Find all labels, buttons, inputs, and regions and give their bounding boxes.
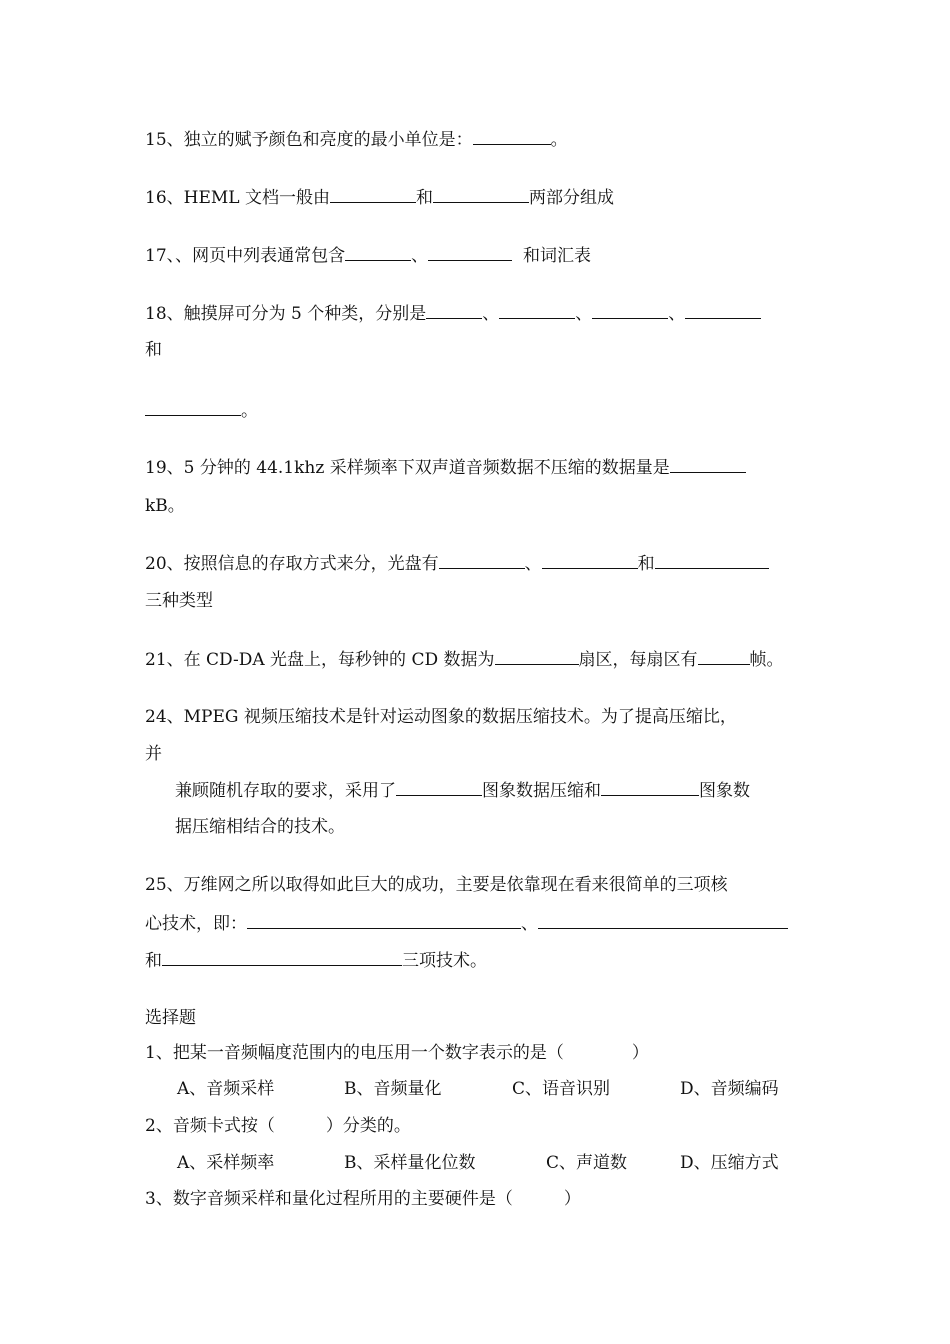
question-16 xyxy=(145,185,614,210)
option-a[interactable]: A、采样频率 xyxy=(177,1153,275,1173)
answer-blank[interactable] xyxy=(685,301,761,319)
unit-text: kB。 xyxy=(145,496,185,516)
option-c[interactable]: C、声道数 xyxy=(546,1153,628,1173)
question-18-cont xyxy=(145,338,162,362)
choice-question-3 xyxy=(145,1187,581,1211)
question-20 xyxy=(145,551,769,576)
option-b[interactable]: B、采样量化位数 xyxy=(344,1153,476,1173)
question-text: 21、在 CD-DA 光盘上，每秒钟的 CD 数据为 xyxy=(145,650,495,670)
connector-text: 和 xyxy=(145,951,162,971)
question-text: 心技术，即： xyxy=(145,914,247,934)
punctuation: 。 xyxy=(550,130,568,150)
question-text: 25、万维网之所以取得如此巨大的成功，主要是依靠现在看来很简单的三项核 xyxy=(145,875,728,895)
separator: 、 xyxy=(524,554,542,574)
choice-question-2 xyxy=(145,1114,411,1138)
answer-blank[interactable] xyxy=(345,243,411,261)
answer-blank[interactable] xyxy=(698,647,750,665)
question-24-cont2 xyxy=(175,778,750,803)
answer-blank[interactable] xyxy=(473,127,551,145)
answer-blank[interactable] xyxy=(247,911,521,929)
question-text-end: 据压缩相结合的技术。 xyxy=(175,817,345,837)
question-25-cont2 xyxy=(145,948,487,973)
question-text: 20、按照信息的存取方式来分，光盘有 xyxy=(145,554,439,574)
answer-blank[interactable] xyxy=(655,551,769,569)
question-text: 24、MPEG 视频压缩技术是针对运动图象的数据压缩技术。为了提高压缩比， xyxy=(145,707,737,727)
question-text: 并 xyxy=(145,744,162,764)
answer-blank[interactable] xyxy=(428,243,512,261)
question-text-end: 和词汇表 xyxy=(522,246,591,266)
answer-blank[interactable] xyxy=(426,301,482,319)
answer-blank[interactable] xyxy=(396,778,482,796)
answer-blank[interactable] xyxy=(439,551,525,569)
option-c[interactable]: C、语音识别 xyxy=(512,1079,611,1099)
question-19-cont xyxy=(145,494,185,518)
punctuation: 。 xyxy=(241,401,258,421)
question-18 xyxy=(145,301,761,326)
answer-blank[interactable] xyxy=(330,185,416,203)
question-text-mid: 扇区，每扇区有 xyxy=(578,650,698,670)
answer-blank[interactable] xyxy=(499,301,575,319)
answer-blank[interactable] xyxy=(162,948,402,966)
question-text: 15、独立的赋予颜色和亮度的最小单位是： xyxy=(145,130,473,150)
question-text: 18、触摸屏可分为 5 个种类，分别是 xyxy=(145,304,427,324)
option-b[interactable]: B、音频量化 xyxy=(344,1079,442,1099)
question-text-end: 三种类型 xyxy=(145,591,213,611)
question-24 xyxy=(145,705,737,729)
question-text: 图象数 xyxy=(699,781,750,801)
question-text-end: 帧。 xyxy=(749,650,784,670)
answer-blank[interactable] xyxy=(495,647,579,665)
question-text: 2、音频卡式按（ ）分类的。 xyxy=(145,1116,411,1136)
answer-blank[interactable] xyxy=(542,551,638,569)
question-text: 17、、网页中列表通常包含 xyxy=(145,246,346,266)
answer-blank[interactable] xyxy=(601,778,699,796)
connector-text: 、 xyxy=(411,246,429,266)
question-text: 1、把某一音频幅度范围内的电压用一个数字表示的是（ ） xyxy=(145,1043,649,1063)
separator: 、 xyxy=(575,304,593,324)
question-text-end: 三项技术。 xyxy=(402,951,487,971)
question-24-cont3 xyxy=(175,815,345,839)
connector-text: 和 xyxy=(637,554,655,574)
question-text: 19、5 分钟的 44.1khz 采样频率下双声道音频数据不压缩的数据量是 xyxy=(145,458,670,478)
question-19 xyxy=(145,455,746,480)
question-25-cont xyxy=(145,911,788,936)
question-text-mid: 图象数据压缩和 xyxy=(482,781,601,801)
separator: 、 xyxy=(521,914,538,934)
question-20-cont xyxy=(145,589,213,613)
question-17 xyxy=(145,243,591,268)
question-text: 兼顾随机存取的要求，采用了 xyxy=(175,781,396,801)
option-d[interactable]: D、音频编码 xyxy=(680,1079,779,1099)
choice-question-1 xyxy=(145,1041,649,1065)
question-24-cont xyxy=(145,742,162,766)
option-d[interactable]: D、压缩方式 xyxy=(680,1153,779,1173)
question-21 xyxy=(145,647,784,672)
separator: 、 xyxy=(482,304,500,324)
answer-blank[interactable] xyxy=(433,185,529,203)
question-15 xyxy=(145,127,568,152)
answer-blank[interactable] xyxy=(538,911,788,929)
section-heading-text: 选择题 xyxy=(145,1008,196,1028)
section-heading xyxy=(145,1006,196,1030)
connector-text: 和 xyxy=(415,188,433,208)
question-18-cont2 xyxy=(145,398,258,423)
question-text-end: 两部分组成 xyxy=(528,188,614,208)
question-text: 16、HEML 文档一般由 xyxy=(145,188,330,208)
separator: 、 xyxy=(668,304,686,324)
answer-blank[interactable] xyxy=(592,301,668,319)
question-text: 3、数字音频采样和量化过程所用的主要硬件是（ ） xyxy=(145,1189,581,1209)
answer-blank[interactable] xyxy=(145,398,241,416)
answer-blank[interactable] xyxy=(670,455,746,473)
option-a[interactable]: A、音频采样 xyxy=(177,1079,275,1099)
question-25 xyxy=(145,873,728,897)
connector-text: 和 xyxy=(145,340,162,360)
